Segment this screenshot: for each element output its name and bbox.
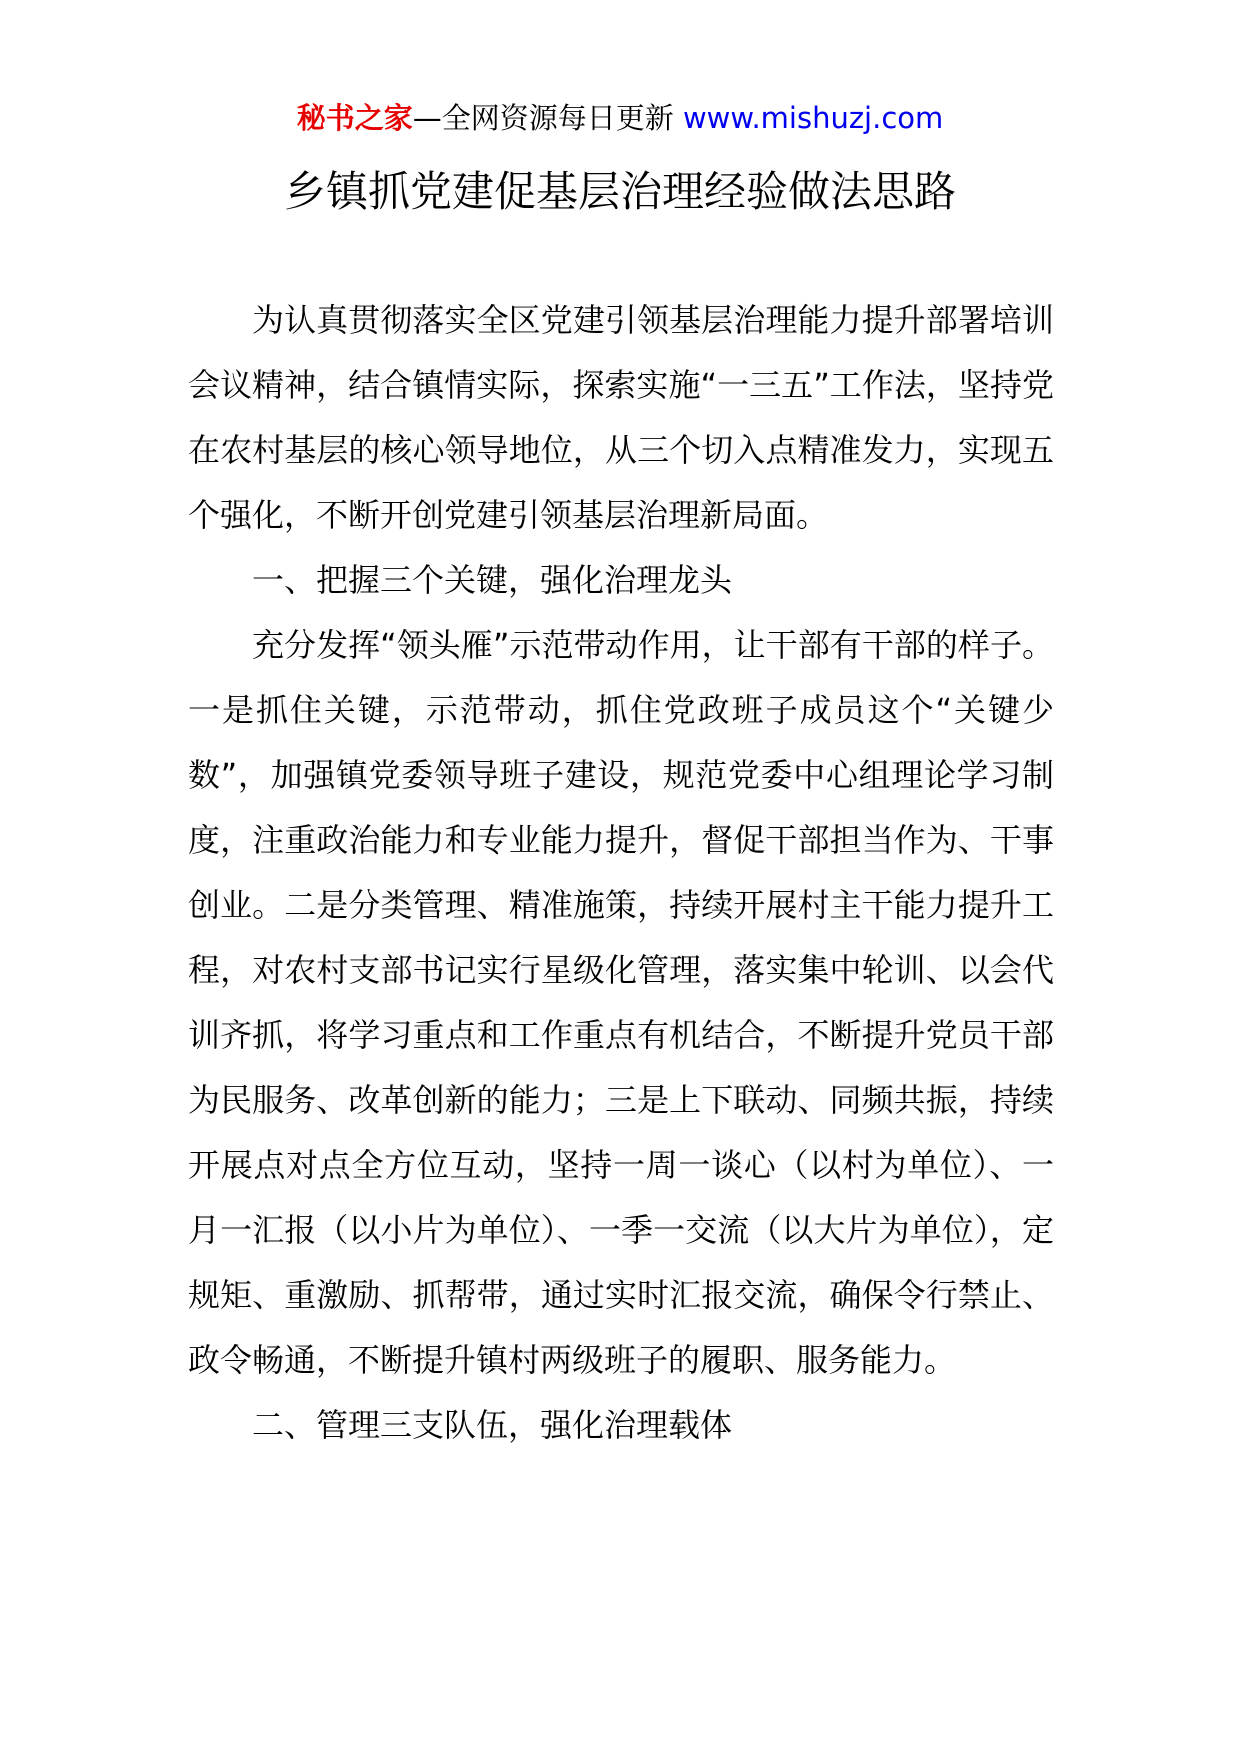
brand-name: 秘书之家	[296, 101, 413, 135]
site-header	[0, 98, 1240, 138]
section-heading-1: 一、把握三个关键，强化治理龙头	[252, 561, 733, 599]
site-url-link[interactable]: www.mishuzj.com	[682, 101, 944, 135]
section-heading-2: 二、管理三支队伍，强化治理载体	[252, 1406, 733, 1444]
document-title: 乡镇抓党建促基层治理经验做法思路	[283, 167, 956, 216]
section-1-paragraph: 充分发挥“领头雁”示范带动作用，让干部有干部的样子。一是抓住关键，示范带动，抓住党政班子成员这个“关键少数”，加强镇党委领导班子建设，规范党委中心组理论学习制度，注重政治能力和专业能力提升，督促干部担当作为、干事创业。二是分类管理、精准施策，持续开展村主干能力提升工程，对农村支部书记实行星级化管理，落实集中轮训、以会代训齐抓，将学习重点和工作重点有机结合，不断提升党员干部为民服务、改革创新的能力；三是上下联动、同频共振，持续开展点对点全方位互动，坚持一周一谈心（以村为单位）、一月一汇报（以小片为单位）、一季一交流（以大片为单位），定规矩、重激励、抓帮带，通过实时汇报交流，确保令行禁止、政令畅通，不断提升镇村两级班子的履职、服务能力。	[188, 626, 1054, 1379]
header-tagline: —全网资源每日更新	[412, 101, 683, 135]
intro-paragraph: 为认真贯彻落实全区党建引领基层治理能力提升部署培训会议精神，结合镇情实际，探索实施“一三五”工作法，坚持党在农村基层的核心领导地位，从三个切入点精准发力，实现五个强化，不断开创党建引领基层治理新局面。	[188, 301, 1054, 534]
document-body	[188, 288, 1054, 1458]
